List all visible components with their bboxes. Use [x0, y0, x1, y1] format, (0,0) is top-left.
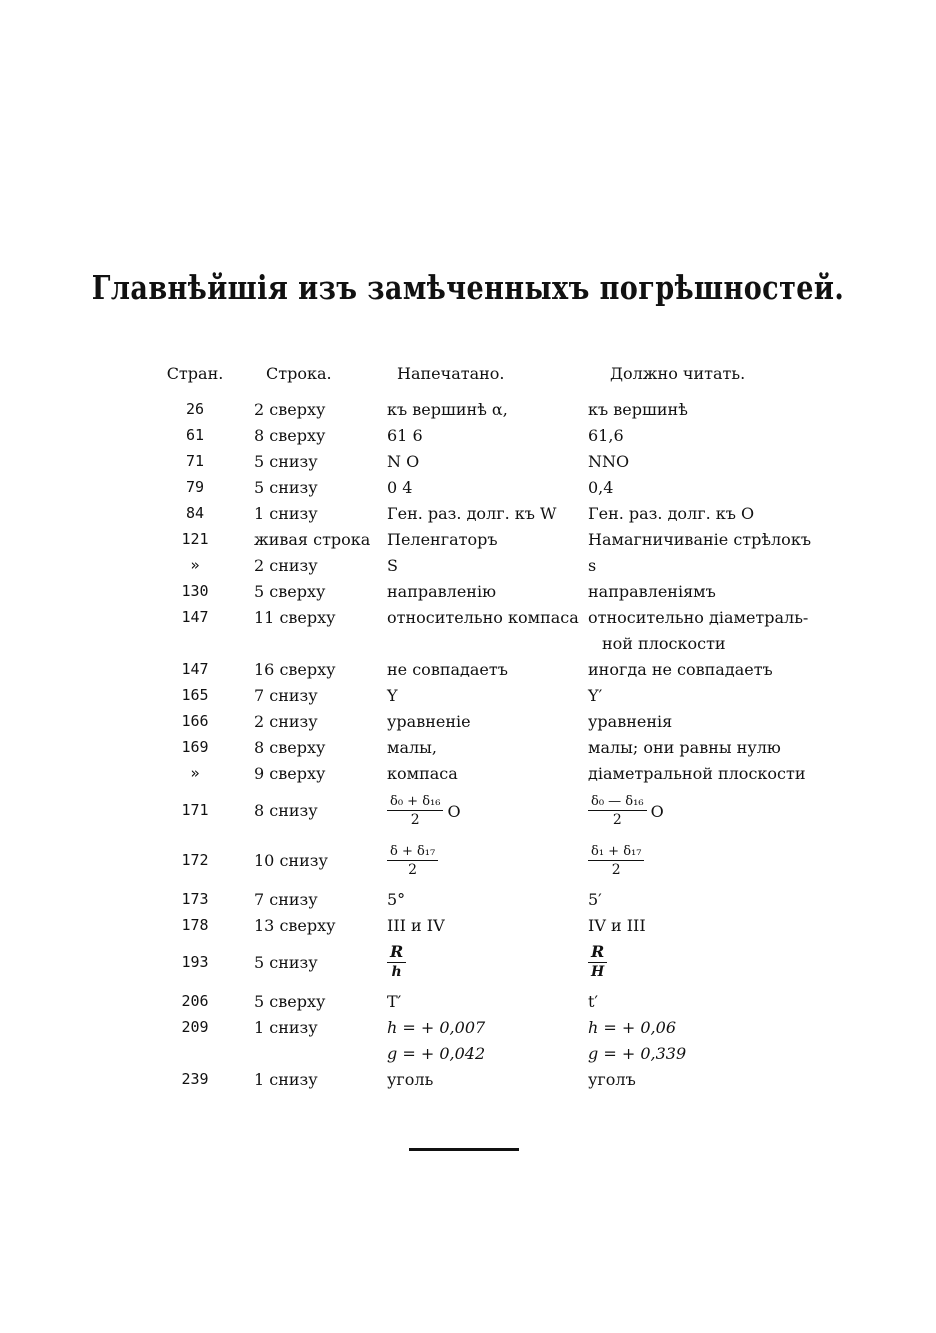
correct-text: Ген. раз. долг. къ O — [588, 504, 755, 523]
page-number: 147 — [181, 608, 209, 626]
table-row — [0, 1042, 936, 1068]
table-row — [0, 684, 936, 710]
printed-text: 0 4 — [387, 478, 413, 497]
line-ref: 1 снизу — [254, 504, 318, 523]
fraction-denominator: h — [391, 964, 402, 980]
correct-text: къ вершинѣ — [588, 400, 688, 419]
line-ref: 16 сверху — [254, 660, 336, 679]
printed-text: малы, — [387, 738, 437, 757]
fraction-numerator: δ + δ₁₇ — [387, 844, 438, 861]
table-row — [0, 736, 936, 762]
line-ref: 11 сверху — [254, 608, 336, 627]
table-row — [0, 788, 936, 838]
table-row — [0, 1016, 936, 1042]
table-row — [0, 838, 936, 888]
page-number: 121 — [181, 530, 209, 548]
line-ref: 1 снизу — [254, 1070, 318, 1089]
line-ref: 5 снизу — [254, 953, 318, 972]
correct-text: s — [588, 556, 597, 575]
line-ref: 5 сверху — [254, 582, 326, 601]
table-row — [0, 606, 936, 658]
line-ref: 8 сверху — [254, 426, 326, 445]
fraction-denominator: 2 — [612, 812, 622, 828]
fraction-numerator: R — [588, 942, 607, 963]
printed-text: относительно компаса — [387, 608, 579, 627]
printed-text: уголь — [387, 1070, 434, 1089]
table-header — [0, 360, 936, 398]
printed-text: не совпадаетъ — [387, 660, 508, 679]
page-number: 71 — [185, 452, 205, 470]
line-ref: 1 снизу — [254, 1018, 318, 1037]
fraction-suffix: O — [447, 801, 461, 821]
correct-text: 61,6 — [588, 426, 624, 445]
table-row — [0, 710, 936, 736]
printed-text: уравненіе — [387, 712, 471, 731]
line-ref: 2 сверху — [254, 400, 326, 419]
printed-text: h = + 0,007 — [387, 1018, 486, 1037]
printed-text: компаса — [387, 764, 458, 783]
table-row — [0, 554, 936, 580]
line-ref: 2 снизу — [254, 712, 318, 731]
correct-text: малы; они равны нулю — [588, 738, 781, 757]
page-title: Главнѣйшія изъ замѣченныхъ погрѣшностей. — [91, 268, 845, 307]
table-row — [0, 502, 936, 528]
printed-text: Ген. раз. долг. къ W — [387, 504, 557, 523]
correct-fraction — [588, 942, 607, 980]
header-line: Строка. — [266, 364, 332, 383]
page-number: » — [190, 764, 200, 782]
table-row — [0, 476, 936, 502]
page-number: 79 — [185, 478, 205, 496]
correct-text: 5′ — [588, 890, 602, 909]
fraction-suffix: O — [650, 801, 664, 821]
page-number: 193 — [181, 953, 209, 971]
correct-text: иногда не совпадаетъ — [588, 660, 773, 679]
table-row — [0, 990, 936, 1016]
correct-text: t′ — [588, 992, 599, 1011]
line-ref: 2 снизу — [254, 556, 318, 575]
table-row — [0, 658, 936, 684]
table-row — [0, 1068, 936, 1094]
line-ref: 5 снизу — [254, 478, 318, 497]
fraction-denominator: 2 — [408, 862, 418, 878]
line-ref: 7 снизу — [254, 686, 318, 705]
page-number: 239 — [181, 1070, 209, 1088]
fraction-denominator: 2 — [410, 812, 420, 828]
line-ref: 5 сверху — [254, 992, 326, 1011]
fraction-numerator: R — [387, 942, 406, 963]
correct-text-continued: ной плоскости — [602, 634, 726, 653]
correct-text: діаметральной плоскости — [588, 764, 806, 783]
line-ref: 10 снизу — [254, 851, 328, 870]
correct-text: g = + 0,339 — [588, 1044, 687, 1063]
correct-text: h = + 0,06 — [588, 1018, 676, 1037]
fraction-denominator: H — [591, 964, 605, 980]
table-row — [0, 398, 936, 424]
printed-fraction — [387, 790, 461, 828]
page-number: 166 — [181, 712, 209, 730]
correct-text: IV и III — [588, 916, 646, 935]
closing-rule — [409, 1148, 519, 1151]
printed-text: Y — [387, 686, 398, 705]
printed-fraction — [387, 942, 406, 980]
page-number: 172 — [181, 851, 209, 869]
printed-text: S — [387, 556, 398, 575]
page-number: 26 — [185, 400, 205, 418]
table-row — [0, 450, 936, 476]
correct-text: уголъ — [588, 1070, 636, 1089]
page-number: » — [190, 556, 200, 574]
page-number: 147 — [181, 660, 209, 678]
printed-text: T′ — [387, 992, 402, 1011]
table-row — [0, 424, 936, 450]
fraction-numerator: δ₀ — δ₁₆ — [588, 794, 647, 811]
correct-text: направленіямъ — [588, 582, 716, 601]
page-number: 206 — [181, 992, 209, 1010]
printed-text: 61 6 — [387, 426, 423, 445]
printed-text: направленію — [387, 582, 496, 601]
correct-text: Y′ — [588, 686, 603, 705]
line-ref: 8 сверху — [254, 738, 326, 757]
table-row — [0, 528, 936, 554]
printed-text: 5° — [387, 890, 406, 909]
page-number: 61 — [185, 426, 205, 444]
correct-text: Намагничиваніе стрѣлокъ — [588, 530, 811, 549]
printed-text: къ вершинѣ α, — [387, 400, 508, 419]
fraction-numerator: δ₁ + δ₁₇ — [588, 844, 644, 861]
table-row — [0, 762, 936, 788]
page-number: 209 — [181, 1018, 209, 1036]
header-printed: Напечатано. — [397, 364, 505, 383]
header-page: Стран. — [166, 364, 224, 383]
table-row — [0, 940, 936, 990]
table-row — [0, 914, 936, 940]
line-ref: 7 снизу — [254, 890, 318, 909]
line-ref: живая строка — [254, 530, 371, 549]
printed-text: g = + 0,042 — [387, 1044, 486, 1063]
page-number: 130 — [181, 582, 209, 600]
header-correct: Должно читать. — [610, 364, 746, 383]
page-number: 178 — [181, 916, 209, 934]
line-ref: 13 сверху — [254, 916, 336, 935]
line-ref: 5 снизу — [254, 452, 318, 471]
line-ref: 8 снизу — [254, 801, 318, 820]
page-number: 84 — [185, 504, 205, 522]
page-number: 173 — [181, 890, 209, 908]
fraction-numerator: δ₀ + δ₁₆ — [387, 794, 443, 811]
correct-fraction — [588, 840, 644, 878]
page-number: 165 — [181, 686, 209, 704]
correct-text: относительно діаметраль- — [588, 608, 809, 627]
page-number: 171 — [181, 801, 209, 819]
printed-fraction — [387, 840, 438, 878]
correct-fraction — [588, 790, 664, 828]
printed-text: N O — [387, 452, 420, 471]
errata-table — [0, 360, 936, 1094]
fraction-denominator: 2 — [611, 862, 621, 878]
table-row — [0, 888, 936, 914]
table-row — [0, 580, 936, 606]
printed-text: Пеленгаторъ — [387, 530, 498, 549]
line-ref: 9 сверху — [254, 764, 326, 783]
correct-text: NNO — [588, 452, 630, 471]
printed-text: III и IV — [387, 916, 445, 935]
correct-text: уравненія — [588, 712, 673, 731]
correct-text: 0,4 — [588, 478, 614, 497]
page-number: 169 — [181, 738, 209, 756]
